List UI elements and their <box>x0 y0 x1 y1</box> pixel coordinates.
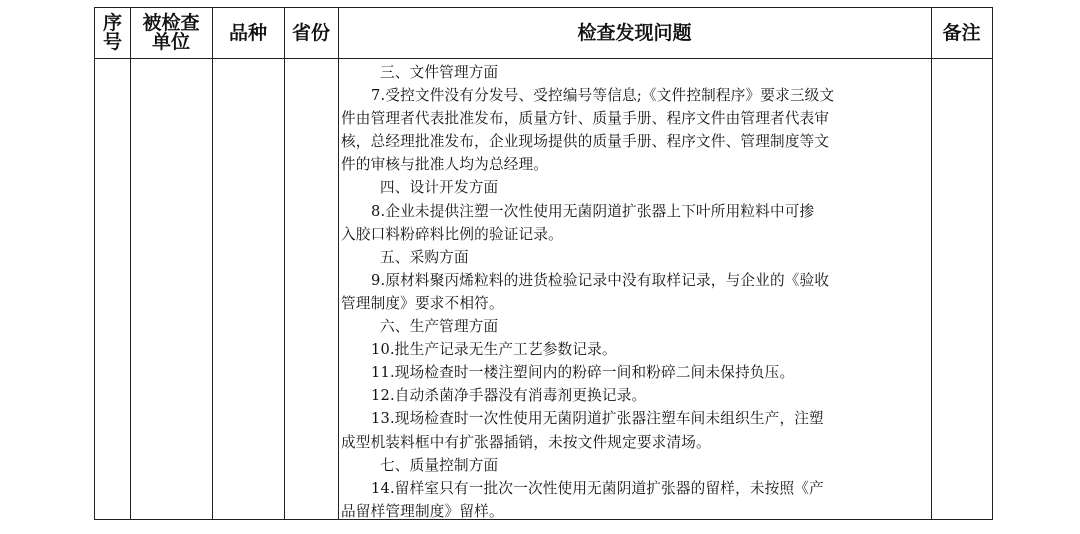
column-divider <box>338 8 339 519</box>
header-unit <box>130 8 212 58</box>
issue-line: 12.自动杀菌净手器没有消毒剂更换记录。 <box>371 387 647 405</box>
header-province <box>284 8 338 58</box>
issue-line: 入胶口料粉碎料比例的验证记录。 <box>341 225 563 243</box>
header-seq-line2: 号 <box>102 31 122 53</box>
issue-line: 件的审核与批准人均为总经理。 <box>341 156 549 174</box>
issue-line: 14.留样室只有一批次一次性使用无菌阴道扩张器的留样，未按照《产 <box>371 479 824 497</box>
header-remarks <box>931 8 992 58</box>
header-variety <box>212 8 284 58</box>
issue-line: 管理制度》要求不相符。 <box>341 294 504 312</box>
issue-line: 7.受控文件没有分发号、受控编号等信息;《文件控制程序》要求三级文 <box>371 87 835 105</box>
header-seq <box>95 8 130 58</box>
issue-line: 核，总经理批准发布，企业现场提供的质量手册、程序文件、管理制度等文 <box>341 133 830 151</box>
section-heading: 三、文件管理方面 <box>380 64 499 81</box>
header-seq-line1: 序 <box>102 12 122 34</box>
section-heading: 七、质量控制方面 <box>380 456 499 474</box>
issue-line: 8.企业未提供注塑一次性使用无菌阴道扩张器上下叶所用粒料中可掺 <box>371 202 815 220</box>
column-divider <box>931 8 932 519</box>
issue-line: 10.批生产记录无生产工艺参数记录。 <box>371 341 617 359</box>
header-remarks-label: 备注 <box>942 21 981 44</box>
inspection-table <box>94 7 993 520</box>
issue-line: 13.现场检查时一次性使用无菌阴道扩张器注塑车间未组织生产，注塑 <box>371 410 824 428</box>
column-divider <box>284 8 285 519</box>
issue-line: 9.原材料聚丙烯粒料的进货检验记录中没有取样记录，与企业的《验收 <box>371 271 830 289</box>
section-heading: 四、设计开发方面 <box>380 179 499 197</box>
issue-line: 成型机装料框中有扩张器插销，未按文件规定要求清场。 <box>341 433 711 451</box>
header-province-label: 省份 <box>291 21 330 44</box>
column-divider <box>212 8 213 519</box>
header-unit-line2: 单位 <box>151 31 190 53</box>
header-issues <box>338 8 931 58</box>
section-heading: 六、生产管理方面 <box>380 318 499 336</box>
issue-line: 11.现场检查时一楼注塑间内的粉碎一间和粉碎二间未保持负压。 <box>371 364 795 382</box>
section-heading: 五、采购方面 <box>380 248 469 266</box>
issue-line: 件由管理者代表批准发布，质量方针、质量手册、程序文件由管理者代表审 <box>341 110 830 128</box>
issues-cell <box>341 61 929 523</box>
issue-line: 品留样管理制度》留样。 <box>341 502 504 520</box>
header-divider <box>95 58 992 59</box>
header-issues-label: 检查发现问题 <box>577 21 692 44</box>
header-variety-label: 品种 <box>228 21 267 44</box>
column-divider <box>130 8 131 519</box>
header-unit-line1: 被检查 <box>142 12 200 34</box>
